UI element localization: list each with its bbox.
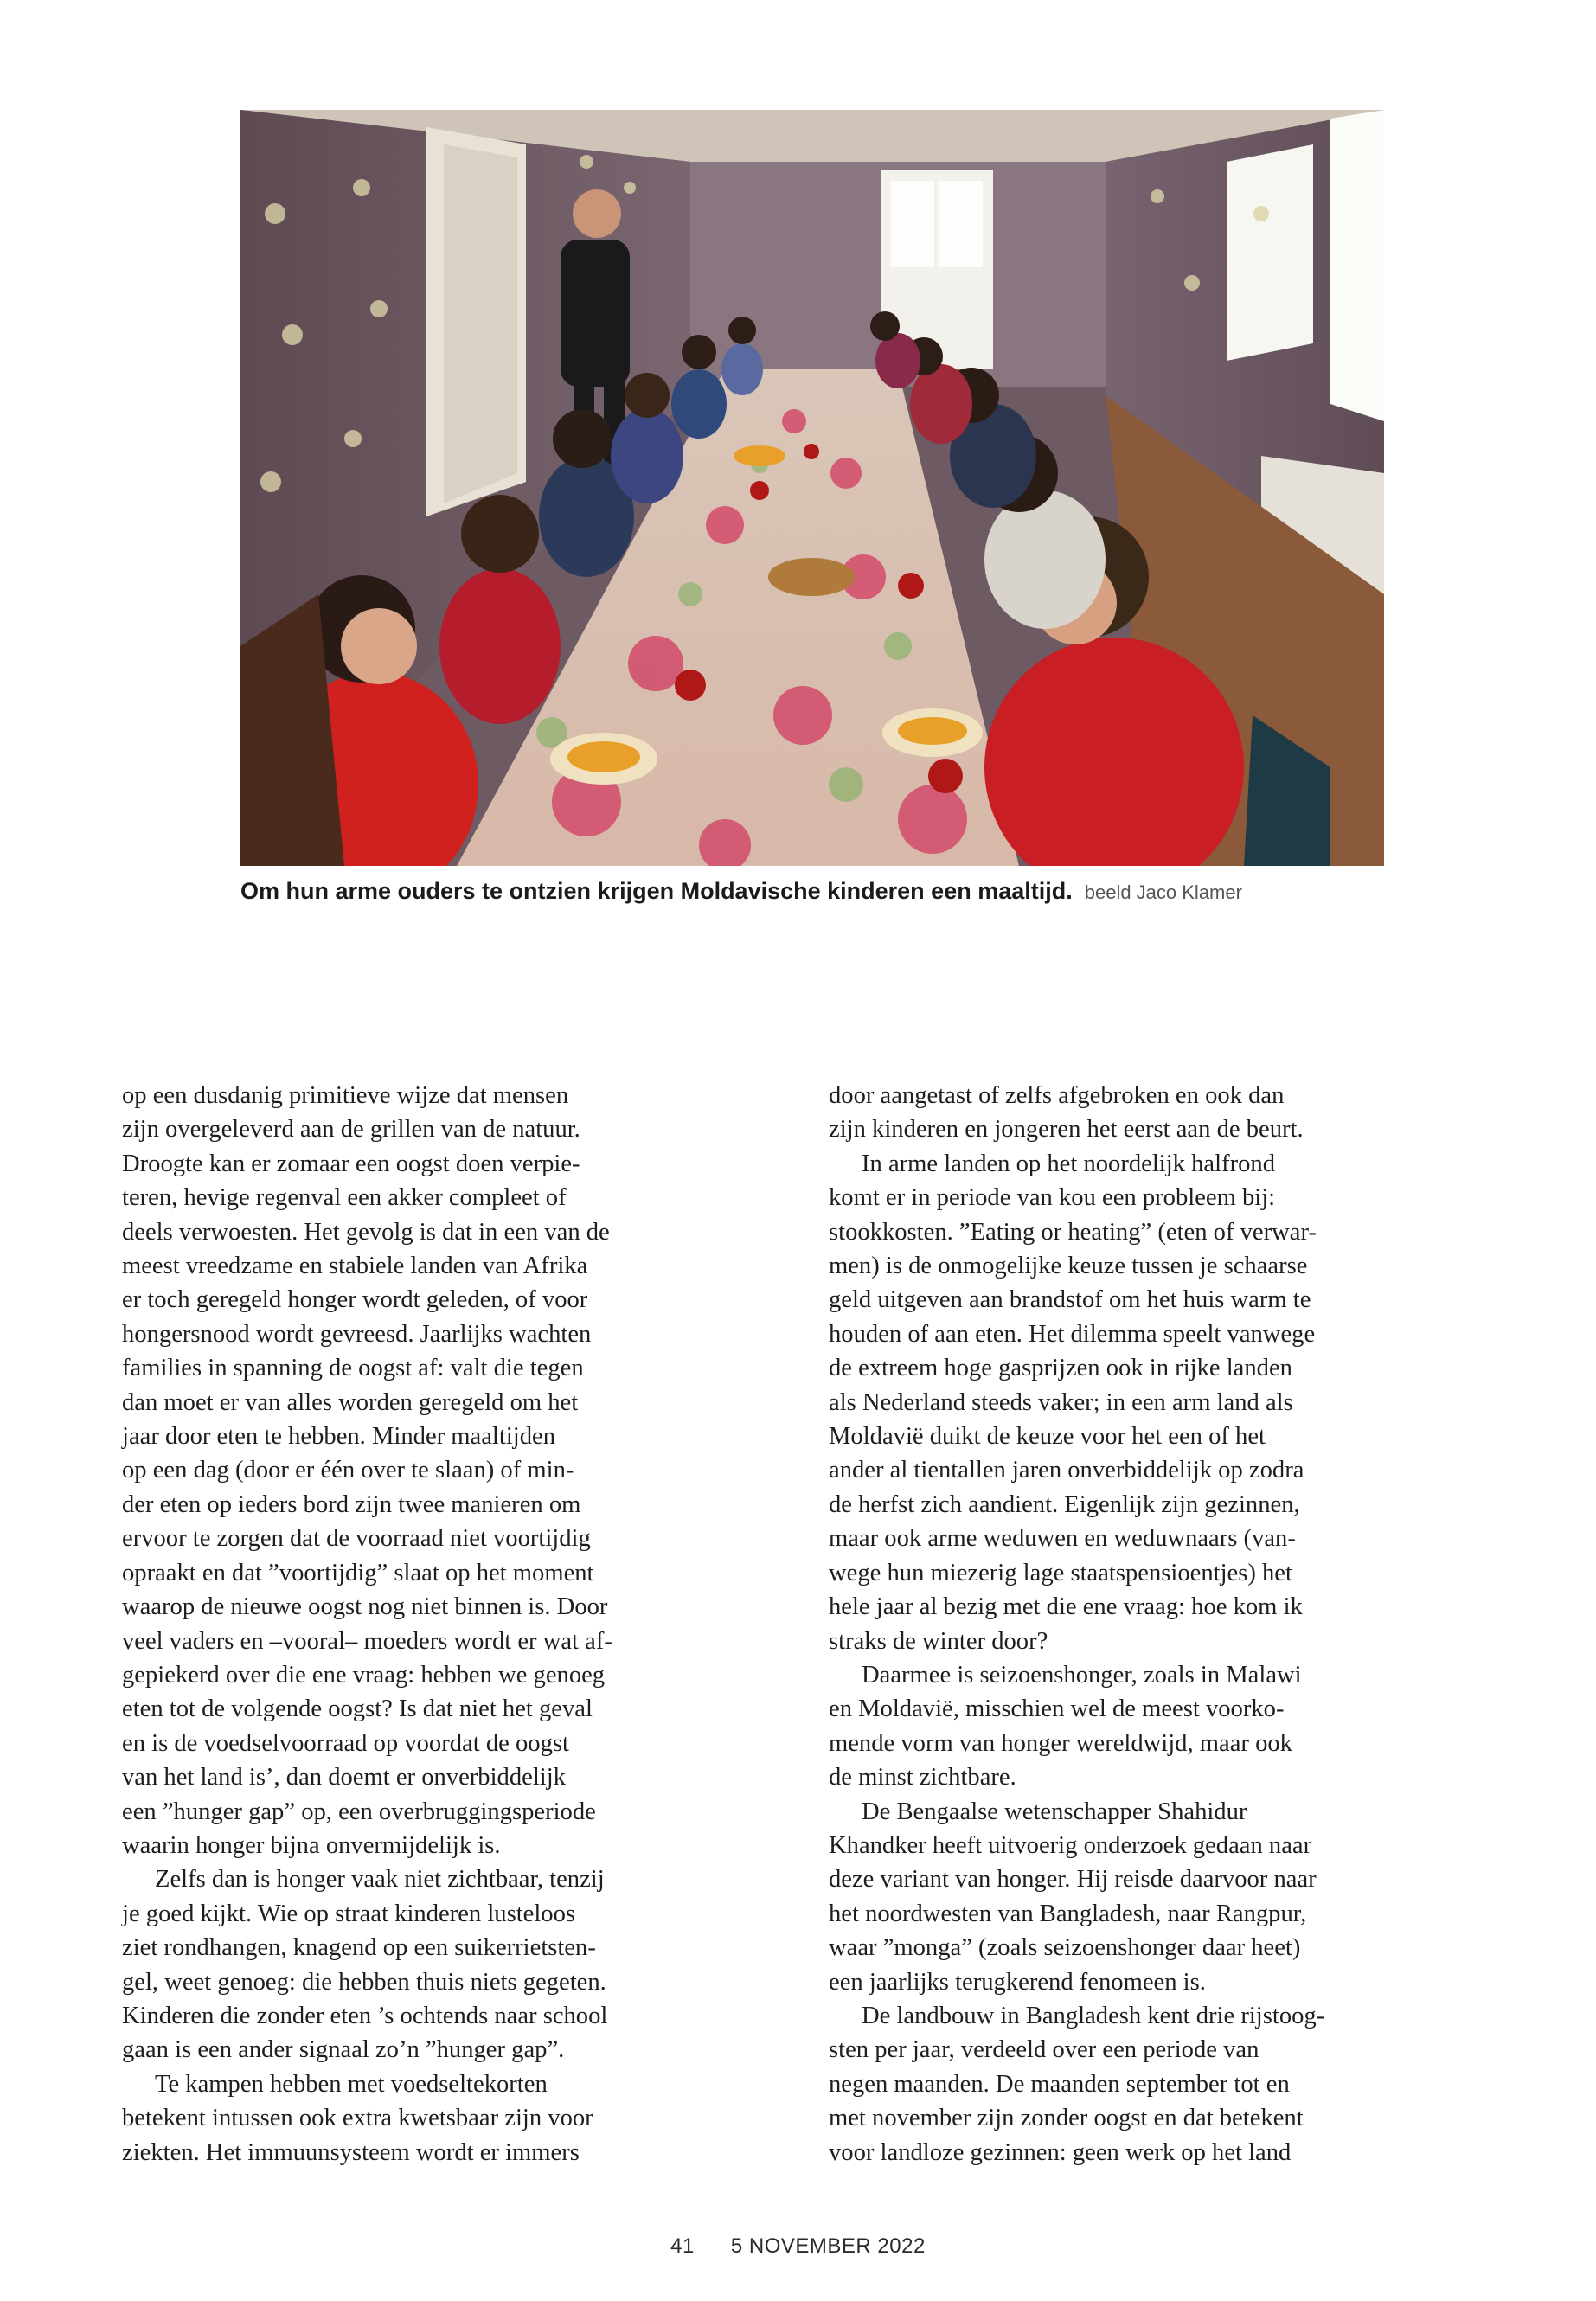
text-line: er toch geregeld honger wordt geleden, of voor	[122, 1286, 588, 1314]
text-line: en Moldavië, misschien wel de meest voorko-	[829, 1695, 1285, 1723]
text-line: In arme landen op het noordelijk halfrond	[862, 1150, 1275, 1177]
text-line: De Bengaalse wetenschapper Shahidur	[862, 1798, 1247, 1825]
text-line: het noordwesten van Bangladesh, naar Rangpur,	[829, 1900, 1307, 1927]
text-line: waar ”monga” (zoals seizoenshonger daar heet)	[829, 1934, 1301, 1962]
text-line: betekent intussen ook extra kwetsbaar zijn voor	[122, 2105, 593, 2132]
text-line: een jaarlijks terugkerend fenomeen is.	[829, 1968, 1206, 1996]
text-line: geld uitgeven aan brandstof om het huis warm te	[829, 1286, 1311, 1314]
text-line: Te kampen hebben met voedseltekorten	[155, 2070, 548, 2098]
text-line: de extreem hoge gasprijzen ook in rijke landen	[829, 1355, 1292, 1382]
text-line: der eten op ieders bord zijn twee manieren om	[122, 1490, 581, 1518]
text-line: op een dag (door er één over te slaan) of min-	[122, 1457, 574, 1484]
text-line: sten per jaar, verdeeld over een periode van	[829, 2036, 1259, 2064]
text-line: men) is de onmogelijke keuze tussen je schaarse	[829, 1253, 1308, 1280]
text-line: dan moet er van alles worden geregeld om het	[122, 1388, 579, 1416]
text-line: negen maanden. De maanden september tot en	[829, 2070, 1290, 2098]
text-line: opraakt en dat ”voortijdig” slaat op het moment	[122, 1559, 594, 1586]
issue-date: 5 NOVEMBER 2022	[730, 2234, 926, 2258]
article-column-right	[829, 1079, 1391, 2170]
text-line: hele jaar al bezig met die ene vraag: hoe kom ik	[829, 1593, 1303, 1621]
text-line: deze variant van honger. Hij reisde daarvoor naar	[829, 1866, 1317, 1894]
paragraph	[829, 1999, 1391, 2170]
text-line: ander al tientallen jaren onverbiddelijk op zodra	[829, 1457, 1304, 1484]
photo-credit: beeld Jaco Klamer	[1084, 881, 1242, 903]
text-line: de minst zichtbare.	[829, 1764, 1016, 1791]
text-line: straks de winter door?	[829, 1627, 1048, 1655]
text-line: door aangetast of zelfs afgebroken en ook dan	[829, 1082, 1285, 1109]
children-meal-photo-illustration	[240, 110, 1384, 866]
paragraph	[122, 1862, 684, 2067]
text-line: ziet rondhangen, knagend op een suikerrietsten-	[122, 1934, 596, 1962]
text-line: ervoor te zorgen dat de voorraad niet voortijdig	[122, 1525, 591, 1553]
text-line: jaar door eten te hebben. Minder maaltijden	[122, 1423, 555, 1451]
text-line: houden of aan eten. Het dilemma speelt vanwege	[829, 1320, 1316, 1348]
text-line: De landbouw in Bangladesh kent drie rijstoog-	[862, 2002, 1325, 2029]
text-line: Moldavië duikt de keuze voor het een of het	[829, 1423, 1266, 1451]
text-line: Kinderen die zonder eten ’s ochtends naar school	[122, 2002, 608, 2029]
paragraph	[829, 1658, 1391, 1795]
text-line: gaan is een ander signaal zo’n ”hunger gap”.	[122, 2036, 565, 2064]
text-line: families in spanning de oogst af: valt die tegen	[122, 1355, 584, 1382]
text-line: deels verwoesten. Het gevolg is dat in een van de	[122, 1218, 610, 1246]
article-column-left	[122, 1079, 684, 2170]
text-line: waarin honger bijna onvermijdelijk is.	[122, 1831, 501, 1859]
text-line: en is de voedselvoorraad op voordat de oogst	[122, 1729, 569, 1757]
paragraph	[829, 1147, 1391, 1658]
paragraph	[829, 1795, 1391, 1999]
text-line: wege hun miezerig lage staatspensioentjes) het	[829, 1559, 1292, 1586]
text-line: zijn kinderen en jongeren het eerst aan de beurt.	[829, 1116, 1304, 1144]
text-line: je goed kijkt. Wie op straat kinderen lusteloos	[122, 1900, 576, 1927]
text-line: op een dusdanig primitieve wijze dat mensen	[122, 1082, 569, 1109]
text-line: komt er in periode van kou een probleem bij:	[829, 1184, 1276, 1212]
paragraph	[122, 2067, 684, 2170]
text-line: maar ook arme weduwen en weduwnaars (van-	[829, 1525, 1296, 1553]
page-footer	[0, 2234, 1596, 2259]
text-line: Zelfs dan is honger vaak niet zichtbaar, tenzij	[155, 1866, 605, 1894]
text-line: Droogte kan er zomaar een oogst doen verpie-	[122, 1150, 580, 1177]
paragraph	[829, 1079, 1391, 1147]
text-line: gepiekerd over die ene vraag: hebben we genoeg	[122, 1661, 606, 1689]
caption-text: Om hun arme ouders te ontzien krijgen Moldavische kinderen een maaltijd.	[240, 878, 1073, 904]
text-line: als Nederland steeds vaker; in een arm land als	[829, 1388, 1293, 1416]
paragraph	[122, 1079, 684, 1862]
text-line: eten tot de volgende oogst? Is dat niet het geval	[122, 1695, 593, 1723]
page-number: 41	[670, 2234, 695, 2258]
text-line: Daarmee is seizoenshonger, zoals in Malawi	[862, 1661, 1302, 1689]
text-line: teren, hevige regenval een akker compleet of	[122, 1184, 567, 1212]
text-line: meest vreedzame en stabiele landen van Afrika	[122, 1253, 588, 1280]
article-photo	[240, 110, 1384, 866]
text-line: zijn overgeleverd aan de grillen van de natuur.	[122, 1116, 580, 1144]
text-line: met november zijn zonder oogst en dat betekent	[829, 2105, 1304, 2132]
text-line: een ”hunger gap” op, een overbruggingsperiode	[122, 1798, 596, 1825]
text-line: Khandker heeft uitvoerig onderzoek gedaan naar	[829, 1831, 1312, 1859]
text-line: veel vaders en –vooral– moeders wordt er wat af-	[122, 1627, 612, 1655]
text-line: stookkosten. ”Eating or heating” (eten of verwar-	[829, 1218, 1317, 1246]
photo-caption	[240, 878, 1384, 905]
text-line: voor landloze gezinnen: geen werk op het land	[829, 2138, 1292, 2166]
text-line: gel, weet genoeg: die hebben thuis niets gegeten.	[122, 1968, 606, 1996]
text-line: mende vorm van honger wereldwijd, maar ook	[829, 1729, 1292, 1757]
text-line: ziekten. Het immuunsysteem wordt er immers	[122, 2138, 580, 2166]
text-line: de herfst zich aandient. Eigenlijk zijn gezinnen,	[829, 1490, 1300, 1518]
text-line: hongersnood wordt gevreesd. Jaarlijks wachten	[122, 1320, 592, 1348]
text-line: waarop de nieuwe oogst nog niet binnen is. Door	[122, 1593, 608, 1621]
text-line: van het land is’, dan doemt er onverbiddelijk	[122, 1764, 566, 1791]
